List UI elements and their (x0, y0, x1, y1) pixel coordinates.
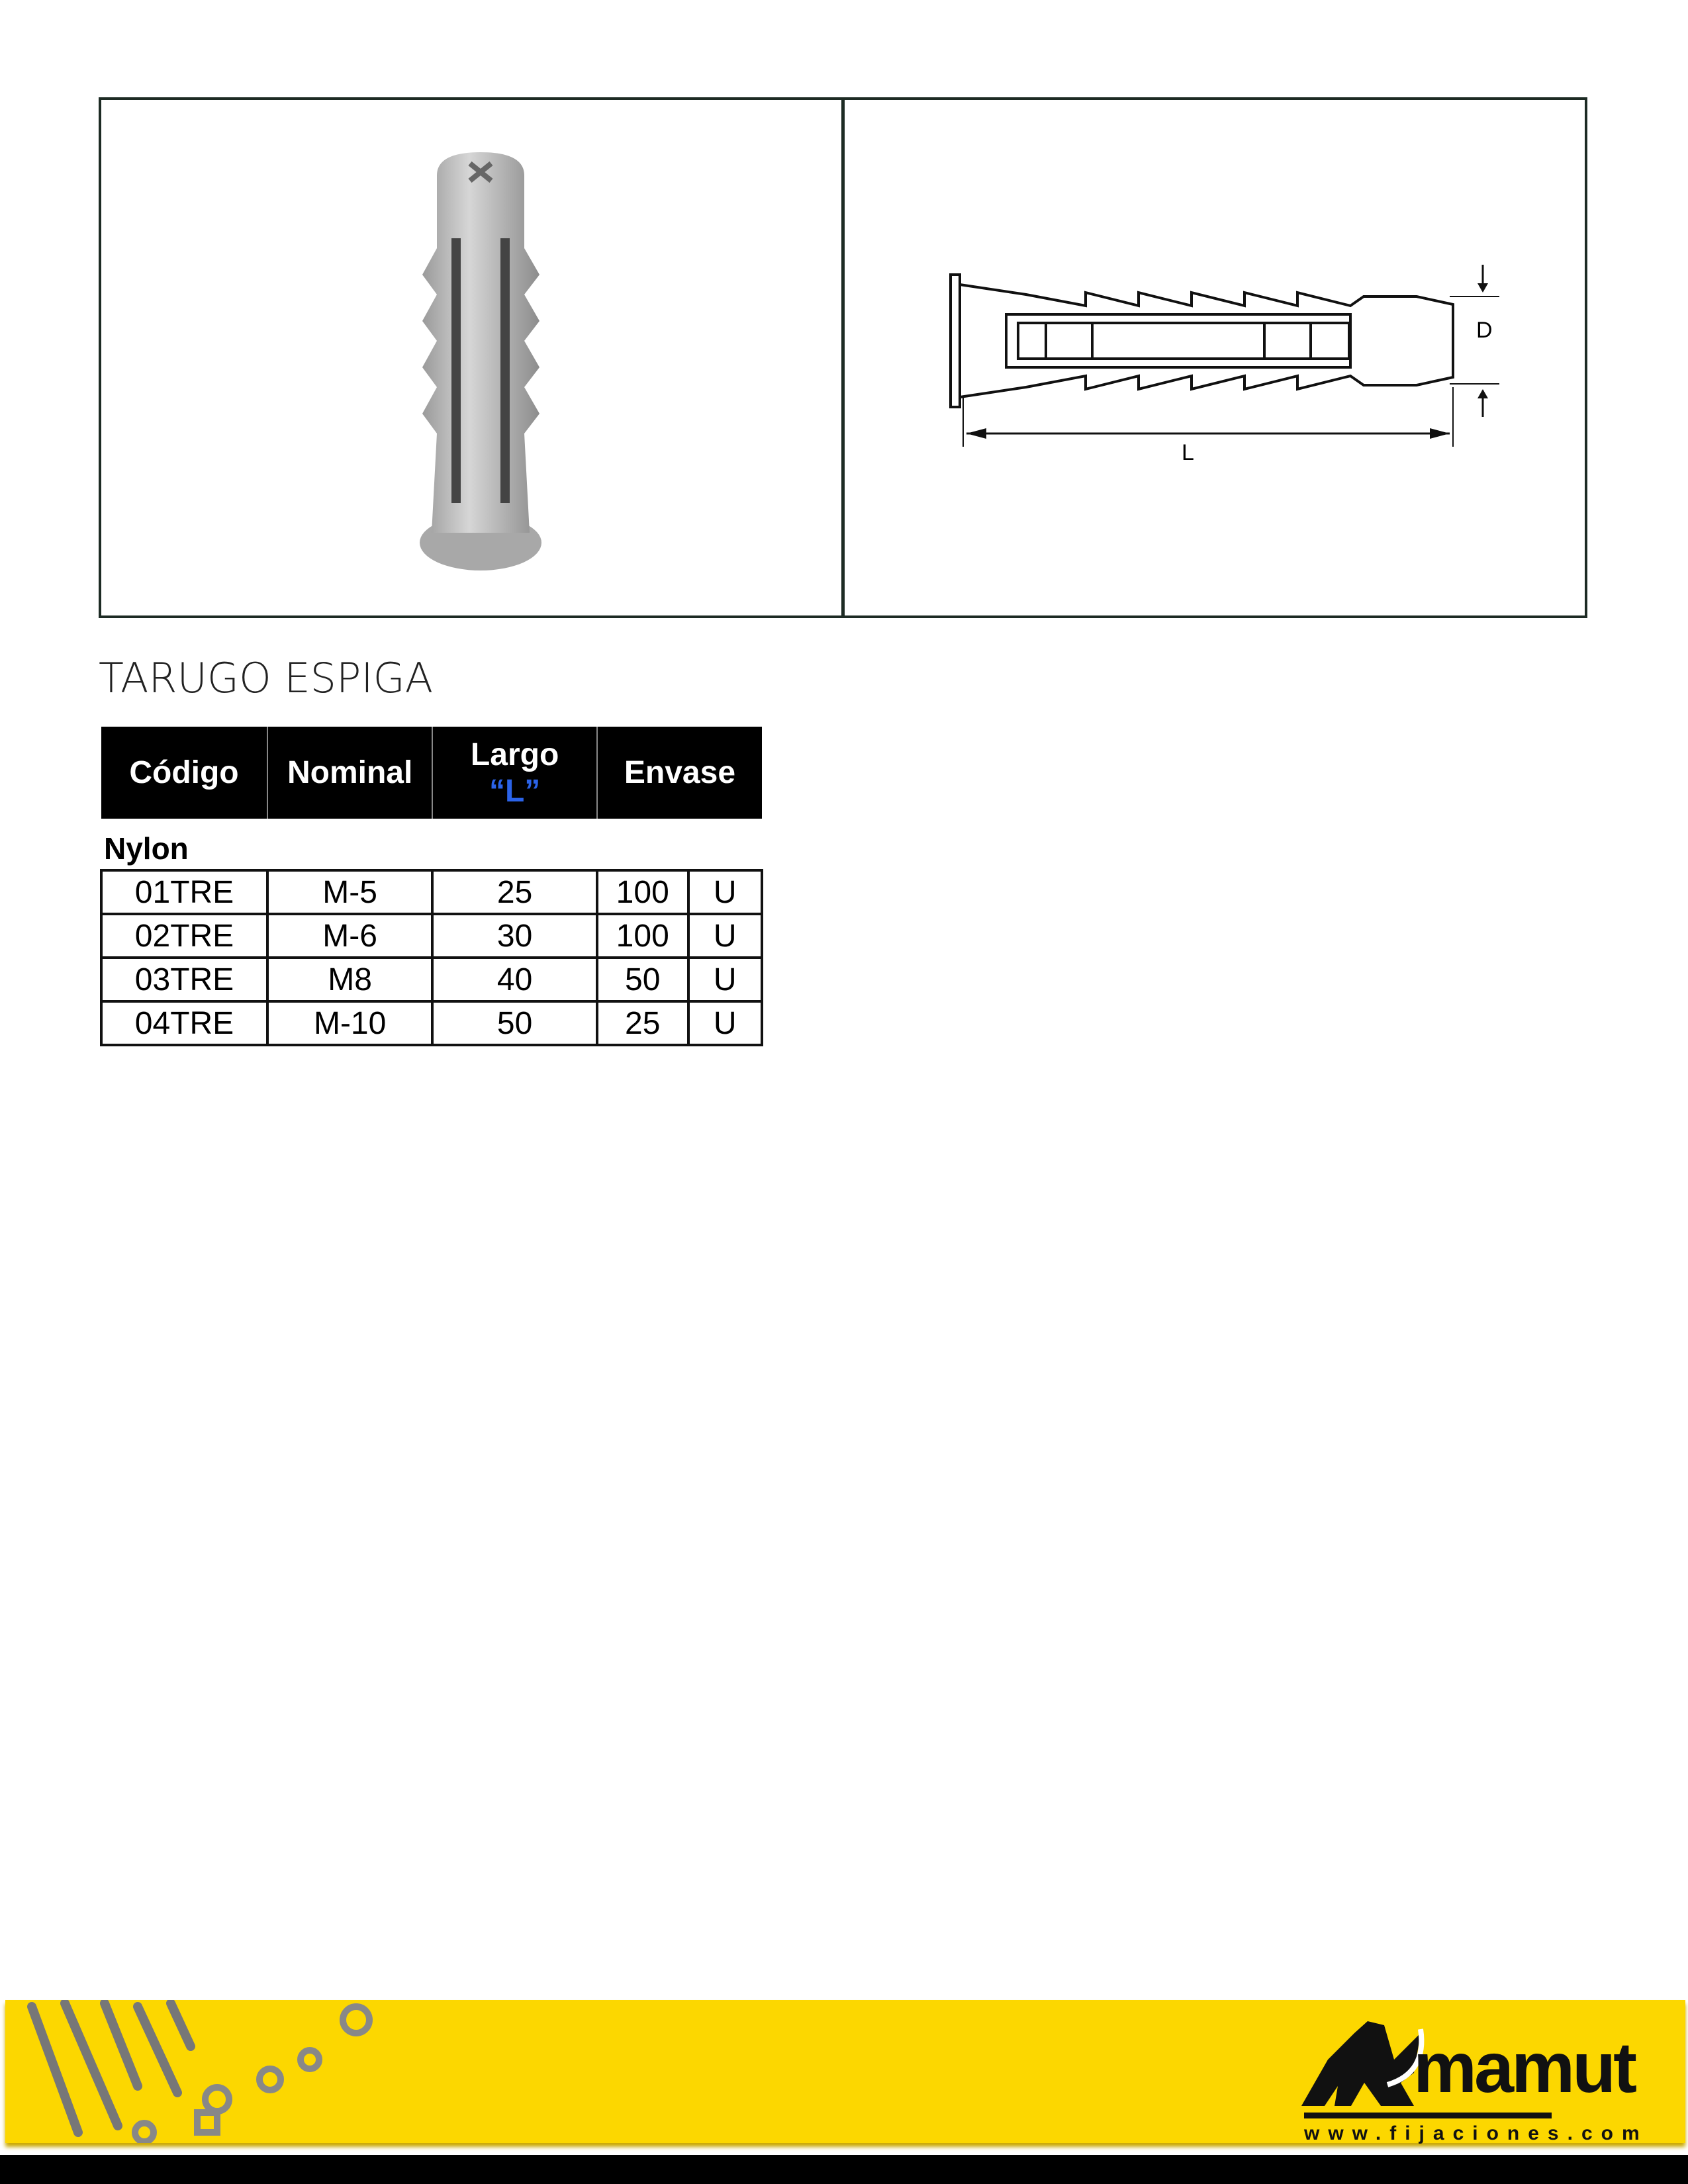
cell-nominal: M-5 (267, 870, 432, 914)
cell-codigo: 03TRE (101, 958, 267, 1001)
cell-nominal: M-6 (267, 914, 432, 958)
product-title: TARUGO ESPIGA (99, 654, 434, 702)
technical-diagram (940, 258, 1509, 477)
cell-nominal: M8 (267, 958, 432, 1001)
cell-unit: U (688, 958, 762, 1001)
logo-underline (1304, 2113, 1552, 2118)
cell-codigo: 04TRE (101, 1001, 267, 1045)
footer-banner (5, 2000, 1685, 2143)
cell-envase: 100 (597, 870, 688, 914)
cell-largo: 50 (432, 1001, 597, 1045)
footer-bar (0, 2155, 1688, 2184)
cell-codigo: 01TRE (101, 870, 267, 914)
cell-largo: 25 (432, 870, 597, 914)
product-photo (410, 149, 556, 586)
header-envase: Envase (597, 727, 762, 819)
product-table (100, 727, 763, 1046)
header-largo-label: Largo (470, 737, 559, 772)
section-label: Nylon (104, 831, 189, 866)
cell-largo: 40 (432, 958, 597, 1001)
brand-url: www.fijaciones.com (1304, 2122, 1648, 2144)
header-largo-sub: “L” (489, 773, 541, 809)
cell-envase: 50 (597, 958, 688, 1001)
table-row (101, 1001, 762, 1045)
cell-unit: U (688, 1001, 762, 1045)
header-nominal: Nominal (267, 727, 432, 819)
table-row (101, 870, 762, 914)
header-codigo: Código (101, 727, 267, 819)
cell-envase: 100 (597, 914, 688, 958)
table-row (101, 914, 762, 958)
table-header (101, 727, 762, 819)
header-largo (432, 727, 597, 819)
table-row (101, 958, 762, 1001)
frame-divider (841, 97, 845, 618)
cell-unit: U (688, 870, 762, 914)
hardware-collage (5, 2000, 416, 2143)
cell-codigo: 02TRE (101, 914, 267, 958)
length-label: L (1182, 440, 1194, 465)
cell-envase: 25 (597, 1001, 688, 1045)
diameter-label: D (1476, 318, 1493, 343)
brand-name: mamut (1413, 2027, 1635, 2107)
cell-largo: 30 (432, 914, 597, 958)
cell-unit: U (688, 914, 762, 958)
cell-nominal: M-10 (267, 1001, 432, 1045)
